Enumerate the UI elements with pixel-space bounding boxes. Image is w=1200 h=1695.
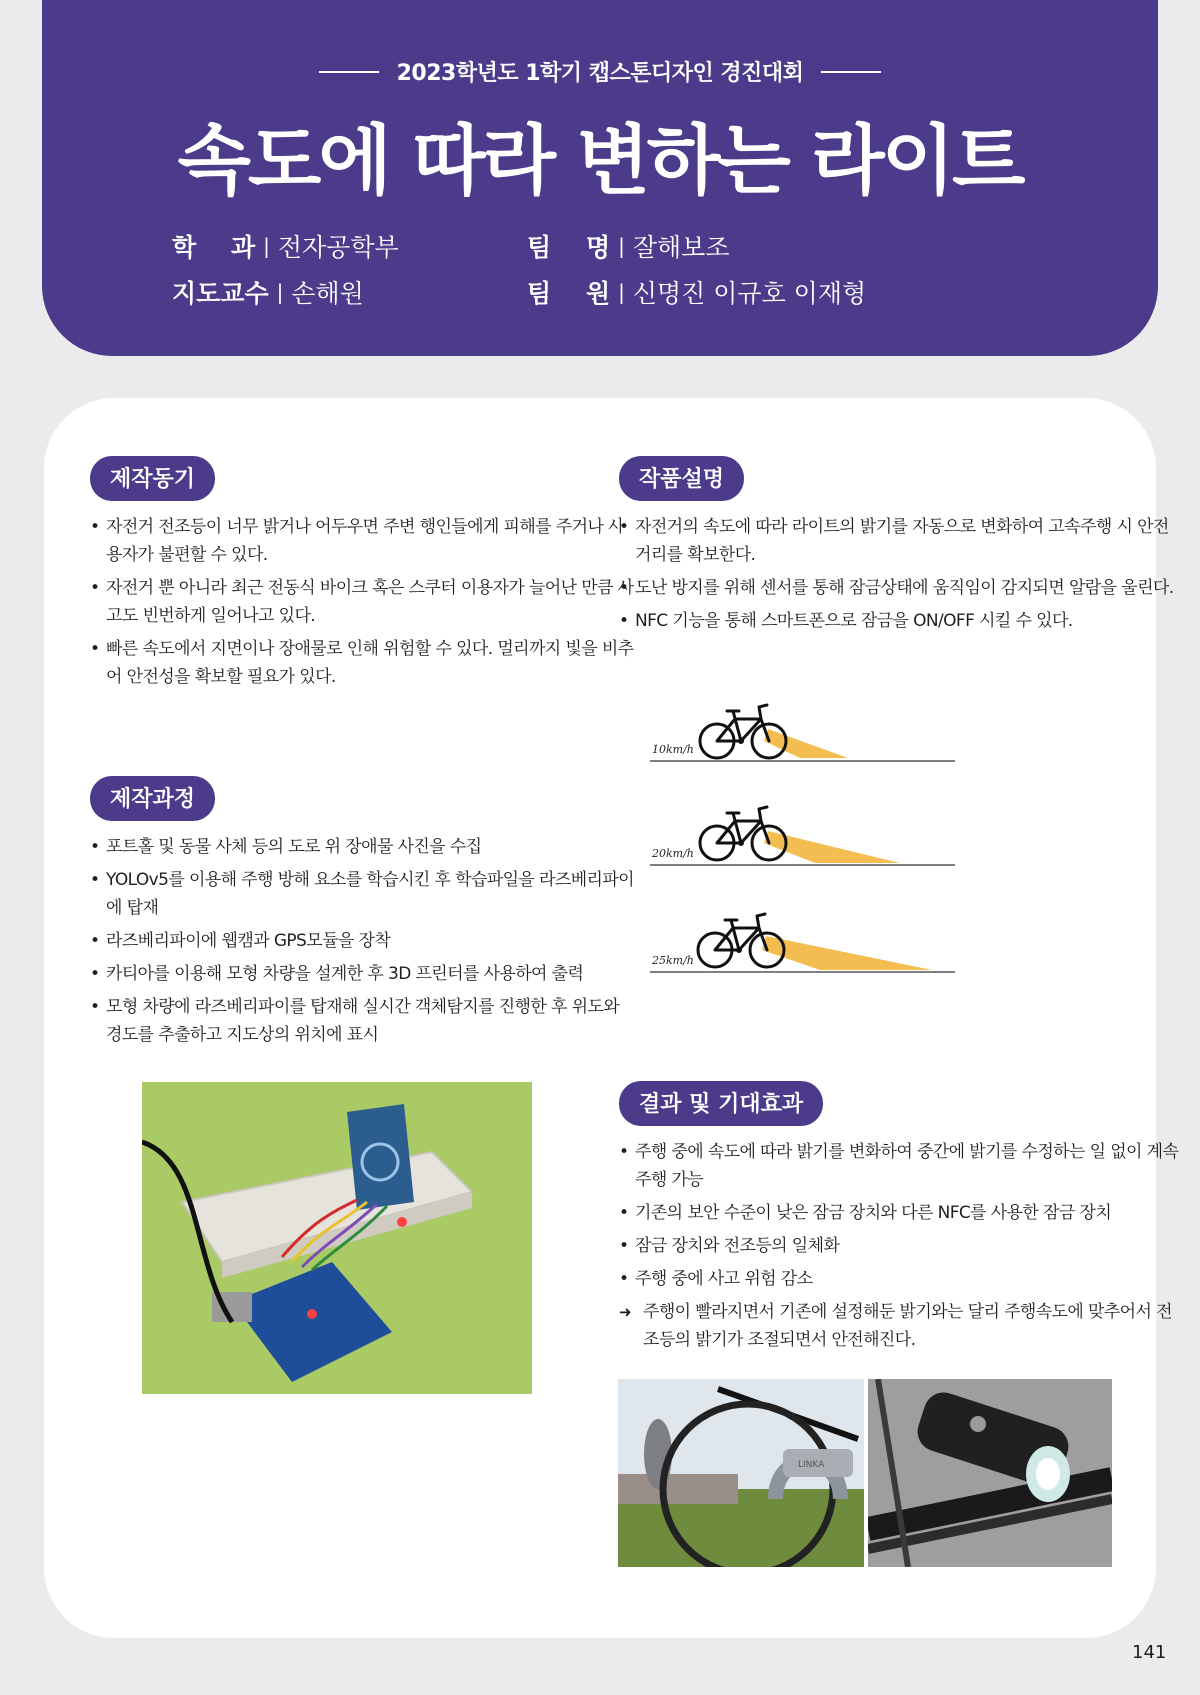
contest-heading (42, 56, 1158, 87)
list-item: • 포트홀 및 동물 사체 등의 도로 위 장애물 사진을 수집 (90, 833, 635, 861)
bike-row-20 (650, 807, 955, 865)
description-list (619, 513, 1179, 635)
separator: | (618, 234, 625, 258)
list-item: • 빠른 속도에서 지면이나 장애물로 인해 위험할 수 있다. 멀리까지 빛을 비추어 안전성을 확보할 필요가 있다. (90, 635, 635, 691)
light-beam (764, 729, 848, 758)
list-item: • 주행 중에 사고 위험 감소 (619, 1265, 1179, 1293)
list-item: • 모형 차량에 라즈베리파이를 탑재해 실시간 객체탐지를 진행한 후 위도와 경도를 추출하고 지도상의 위치에 표시 (90, 993, 635, 1049)
bike-row-10 (650, 705, 955, 761)
info-row-2 (172, 274, 866, 310)
list-item: • NFC 기능을 통해 스마트폰으로 잠금을 ON/OFF 시킬 수 있다. (619, 607, 1179, 635)
section-motive (90, 456, 635, 696)
section-title-process: 제작과정 (90, 776, 215, 821)
section-title-result: 결과 및 기대효과 (619, 1081, 823, 1126)
members-label: 팀 원 (527, 279, 611, 308)
conclusion-item: ➜ 주행이 빨라지면서 기존에 설정해둔 밝기와는 달리 주행속도에 맞추어서 전조등의 밝기가 조절되면서 안전해진다. (619, 1298, 1179, 1354)
separator: | (618, 280, 625, 304)
lock-brand: LINKA (798, 1460, 825, 1470)
list-item: • 자전거의 속도에 따라 라이트의 밝기를 자동으로 변화하여 고속주행 시 안전거리를 확보한다. (619, 513, 1179, 569)
advisor-value: 손해원 (291, 279, 364, 308)
contest-name: 2023학년도 1학기 캡스톤디자인 경진대회 (396, 61, 804, 86)
list-item: • 도난 방지를 위해 센서를 통해 잠금상태에 움직임이 감지되면 알람을 울린다. (619, 574, 1179, 602)
list-item: • 잠금 장치와 전조등의 일체화 (619, 1232, 1179, 1260)
light-beam (762, 936, 932, 970)
list-item: • 자전거 뿐 아니라 최근 전동식 바이크 혹은 스쿠터 이용자가 늘어난 만큼 사고도 빈번하게 일어나고 있다. (90, 574, 635, 630)
list-item: • 주행 중에 속도에 따라 밝기를 변화하여 중간에 밝기를 수정하는 일 없이 계속 주행 가능 (619, 1138, 1179, 1194)
section-title-motive: 제작동기 (90, 456, 215, 501)
result-list (619, 1138, 1179, 1354)
list-item: • 자전거 전조등이 너무 밝거나 어두우면 주변 행인들에게 피해를 주거나 사용자가 불편할 수 있다. (90, 513, 635, 569)
members-value: 신명진 이규호 이재형 (632, 279, 867, 308)
speed-label-10: 10km/h (652, 743, 694, 756)
bike-speed-drawing (650, 700, 970, 990)
members-info (527, 274, 866, 310)
list-item: • 라즈베리파이에 웹캠과 GPS모듈을 장착 (90, 927, 635, 955)
team-name-label: 팀 명 (527, 233, 611, 262)
bike-headlight-photo (868, 1379, 1112, 1567)
department-value: 전자공학부 (277, 233, 399, 262)
team-name-value: 잘해보조 (632, 233, 730, 262)
list-item: • 카티아를 이용해 모형 차량을 설계한 후 3D 프린터를 사용하여 출력 (90, 960, 635, 988)
speed-label-25: 25km/h (652, 954, 694, 967)
list-item: • YOLOv5를 이용해 주행 방해 요소를 학습시킨 후 학습파일을 라즈베리파이에 탑재 (90, 866, 635, 922)
advisor-label: 지도교수 (172, 279, 269, 308)
separator: | (263, 234, 270, 258)
department-label: 학 과 (172, 233, 256, 262)
page-number: 141 (1132, 1642, 1167, 1663)
header-banner (42, 0, 1158, 356)
list-item: • 기존의 보안 수준이 낮은 잠금 장치와 다른 NFC를 사용한 잠금 장치 (619, 1199, 1179, 1227)
section-result (619, 1081, 1179, 1359)
motive-list (90, 513, 635, 691)
team-name-info (527, 228, 729, 264)
separator: | (276, 280, 284, 304)
bike-lock-photo (618, 1379, 864, 1567)
speed-label-20: 20km/h (652, 847, 694, 860)
department-info (172, 228, 527, 264)
process-list (90, 833, 635, 1049)
bike-speed-illustration (650, 700, 970, 990)
right-rule (821, 71, 881, 73)
section-title-description: 작품설명 (619, 456, 744, 501)
info-row-1 (172, 228, 729, 264)
advisor-info (172, 274, 527, 310)
bike-row-25 (650, 914, 955, 972)
project-title: 속도에 따라 변하는 라이트 (177, 116, 1023, 205)
circuit-photo (142, 1082, 532, 1394)
section-description (619, 456, 1179, 640)
section-process (90, 776, 635, 1054)
left-rule (319, 71, 379, 73)
